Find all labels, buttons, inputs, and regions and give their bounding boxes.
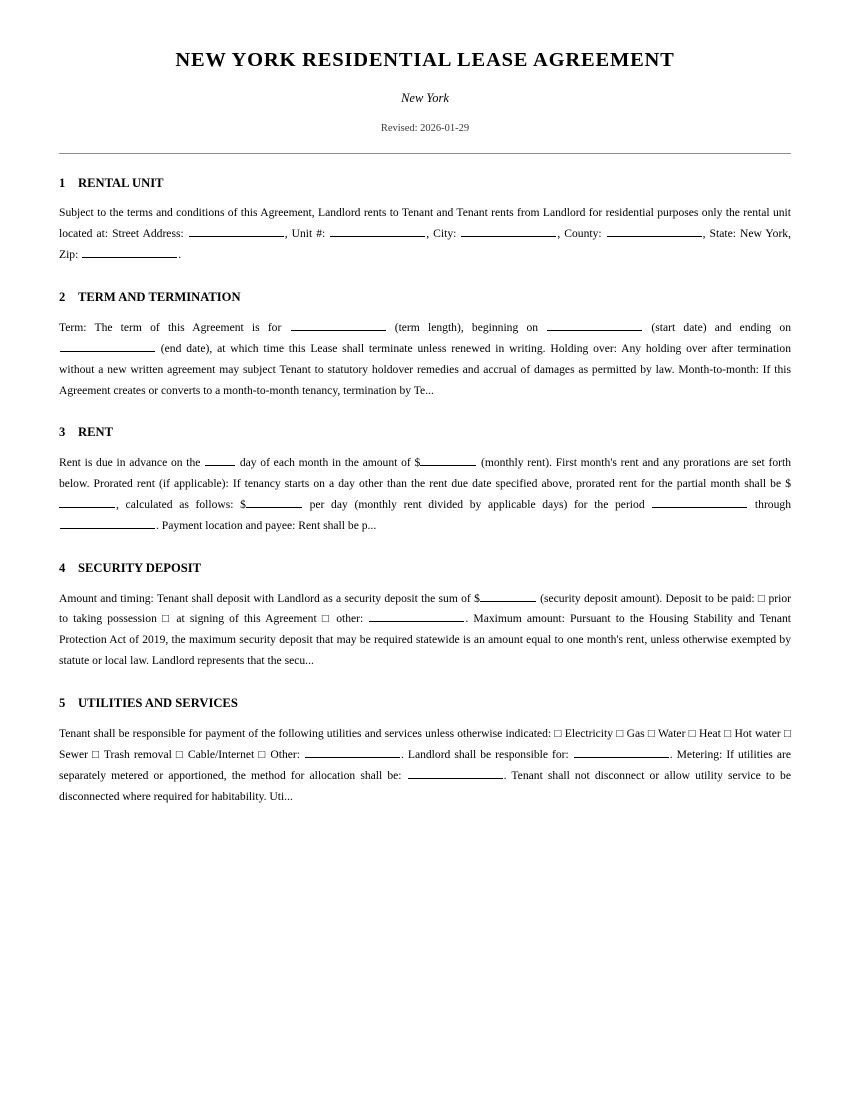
fill-in-blank-1[interactable]	[480, 591, 536, 602]
document-sections	[59, 176, 791, 808]
section-utilities-and-services	[59, 696, 791, 807]
checkbox-4[interactable]: □	[688, 726, 696, 740]
fill-in-blank-2[interactable]	[330, 227, 425, 238]
fill-in-blank-1[interactable]	[291, 320, 386, 331]
fill-in-blank-4[interactable]	[246, 497, 302, 508]
body-text: Other:	[266, 747, 304, 761]
section-body	[59, 712, 791, 808]
section-body	[59, 441, 791, 537]
checkbox-8[interactable]: □	[175, 747, 184, 761]
section-heading	[59, 561, 791, 577]
body-text: Electricity	[561, 726, 617, 740]
body-text: Term: The term of this Agreement is for	[59, 320, 290, 334]
section-rent	[59, 425, 791, 536]
checkbox-3[interactable]: □	[647, 726, 656, 740]
checkbox-1[interactable]: □	[757, 591, 766, 605]
body-text: (start date) and ending on	[643, 320, 791, 334]
section-body	[59, 306, 791, 402]
body-text: Amount and timing: Tenant shall deposit with Landlord as a security deposit the sum of $	[59, 591, 480, 605]
fill-in-blank-3[interactable]	[60, 341, 155, 352]
fill-in-blank-3[interactable]	[408, 768, 503, 779]
body-text: Gas	[623, 726, 648, 740]
section-heading	[59, 176, 791, 192]
section-title: RENTAL UNIT	[78, 175, 164, 190]
fill-in-blank-1[interactable]	[189, 227, 284, 238]
checkbox-2[interactable]: □	[616, 726, 624, 740]
fill-in-blank-1[interactable]	[205, 456, 235, 467]
fill-in-blank-6[interactable]	[60, 518, 155, 529]
body-text: through	[748, 497, 791, 511]
section-heading	[59, 425, 791, 441]
checkbox-6[interactable]: □	[783, 726, 791, 740]
body-text: . Landlord shall be responsible for:	[400, 747, 573, 761]
section-body	[59, 577, 791, 673]
body-text: . Maximum amount: Pursuant to the Housing Stability and Tenant Protection Act of 2019, the maximum security deposit that may be required statewide is an amount equal to one month's rent, unless otherwise exempted by statute or local law. Landlord represents that the secu...	[59, 612, 792, 668]
checkbox-9[interactable]: □	[258, 747, 267, 761]
section-heading	[59, 696, 791, 712]
section-number: 4	[59, 560, 66, 575]
section-number: 5	[59, 696, 66, 711]
section-title: RENT	[78, 425, 113, 440]
section-rental-unit	[59, 176, 791, 266]
body-text: .	[178, 248, 182, 262]
fill-in-blank-1[interactable]	[305, 747, 400, 758]
header-divider	[59, 153, 791, 154]
section-title: TERM AND TERMINATION	[78, 290, 241, 305]
body-text: (security deposit amount). Deposit to be paid:	[536, 591, 758, 605]
checkbox-5[interactable]: □	[724, 726, 732, 740]
body-text: Rent is due in advance on the	[59, 456, 205, 470]
page-title: NEW YORK RESIDENTIAL LEASE AGREEMENT	[175, 49, 675, 71]
section-number: 3	[59, 425, 66, 440]
body-text: other:	[331, 612, 369, 626]
fill-in-blank-5[interactable]	[652, 497, 747, 508]
body-text: , State: New York, Zip:	[59, 227, 791, 262]
checkbox-1[interactable]: □	[554, 726, 562, 740]
body-text: (end date), at which time this Lease shall terminate unless renewed in writing. Holding over: Any holding over after termination without a new written agreement may subject Tenant to statutory holdover remedies and accrual of damages as permitted by law. Month-to-month: If this Agreement creates or converts to a month-to-month tenancy, termination by Te...	[59, 341, 791, 397]
document-subtitle: New York	[401, 90, 449, 105]
fill-in-blank-4[interactable]	[607, 227, 702, 238]
fill-in-blank-3[interactable]	[461, 227, 556, 238]
fill-in-blank-2[interactable]	[547, 320, 642, 331]
body-text: per day (monthly rent divided by applicable days) for the period	[302, 497, 652, 511]
body-text: , City:	[426, 227, 461, 241]
body-text: Sewer	[59, 747, 92, 761]
body-text: . Tenant shall not disconnect or allow utility service to be disconnected where required for habitability. Uti...	[59, 768, 791, 803]
body-text: (monthly rent). First month's rent and any prorations are set forth below. Prorated rent (if applicable): If tenancy starts on a day other than the rent due date specified above, prorated rent for the partial month shall be $	[59, 456, 792, 491]
section-number: 1	[59, 175, 66, 190]
body-text: day of each month in the amount of $	[236, 456, 421, 470]
body-text: Cable/Internet	[183, 747, 259, 761]
fill-in-blank-2[interactable]	[420, 456, 476, 467]
body-text: Water	[655, 726, 689, 740]
document-revised-date: Revised: 2026-01-29	[380, 122, 470, 134]
fill-in-blank-2[interactable]	[369, 612, 464, 623]
section-security-deposit	[59, 561, 791, 672]
body-text: Hot water	[731, 726, 784, 740]
fill-in-blank-5[interactable]	[82, 248, 177, 259]
section-body	[59, 191, 791, 266]
body-text: . Metering: If utilities are separately metered or apportioned, the method for allocation shall be:	[59, 747, 791, 782]
section-title: UTILITIES AND SERVICES	[78, 696, 238, 711]
body-text: at signing of this Agreement	[171, 612, 322, 626]
section-title: SECURITY DEPOSIT	[78, 560, 202, 575]
checkbox-7[interactable]: □	[91, 747, 101, 761]
body-text: prior to taking possession	[59, 591, 792, 626]
body-text: , Unit #:	[284, 227, 330, 241]
body-text: , calculated as follows: $	[116, 497, 246, 511]
fill-in-blank-2[interactable]	[574, 747, 669, 758]
section-heading	[59, 290, 791, 306]
body-text: Subject to the terms and conditions of this Agreement, Landlord rents to Tenant and Tenant rents from Landlord for residential purposes only the rental unit located at: Street Address:	[59, 206, 791, 241]
body-text: . Payment location and payee: Rent shall be p...	[156, 518, 377, 532]
body-text: Tenant shall be responsible for payment of the following utilities and services unless otherwise indicated:	[59, 726, 555, 740]
section-number: 2	[59, 290, 66, 305]
body-text: Heat	[695, 726, 725, 740]
fill-in-blank-3[interactable]	[59, 497, 115, 508]
body-text: Trash removal	[100, 747, 176, 761]
document-header	[59, 0, 791, 154]
checkbox-3[interactable]: □	[321, 612, 332, 626]
body-text: , County:	[557, 227, 606, 241]
section-term-and-termination	[59, 290, 791, 401]
body-text: (term length), beginning on	[386, 320, 547, 334]
checkbox-2[interactable]: □	[162, 612, 172, 626]
